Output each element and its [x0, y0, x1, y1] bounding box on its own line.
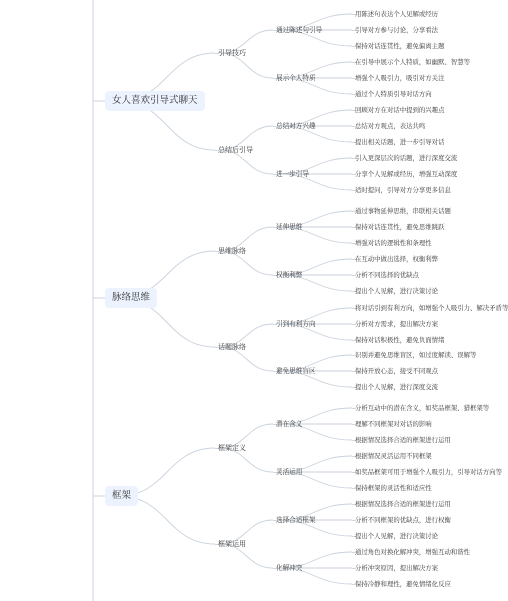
leaf-node: 分析冲突原因，提出解决方案 [355, 564, 439, 572]
topic-node: 框架 [105, 486, 138, 506]
sub-branch-node: 灵活运用 [276, 468, 303, 476]
leaf-node: 通过个人特质引导对话方向 [355, 90, 432, 98]
sub-branch-node: 化解冲突 [276, 564, 303, 572]
leaf-node: 识别并避免思维盲区，如过度解读、误解等 [355, 351, 477, 359]
sub-branch-node: 权衡利弊 [276, 271, 303, 279]
sub-branch-node: 引到有利方向 [276, 320, 316, 328]
leaf-node: 保持对话积极性，避免负面情绪 [355, 336, 445, 344]
leaf-node: 总结对方观点，表达共鸣 [355, 122, 426, 130]
leaf-node: 引导对方参与讨论，分享看法 [355, 26, 439, 34]
leaf-node: 分析不同框架的优缺点，进行权衡 [355, 516, 451, 524]
leaf-node: 根据情况选择合适的框架进行运用 [355, 500, 451, 508]
branch-node: 话题脉络 [218, 343, 246, 351]
leaf-node: 分析对方需求，提出解决方案 [355, 320, 439, 328]
leaf-node: 提出个人见解，进行决策讨论 [355, 532, 439, 540]
sub-branch-node: 选择合适框架 [276, 516, 316, 524]
branch-node: 思维脉络 [218, 247, 246, 255]
leaf-node: 保持开放心态，接受不同观点 [355, 367, 439, 375]
leaf-node: 将对话引到有利方向，如增强个人吸引力、解决矛盾等 [355, 304, 508, 312]
sub-branch-node: 展示个人特质 [276, 74, 316, 82]
topic-node: 女人喜欢引导式聊天 [105, 91, 205, 111]
sub-branch-node: 通过陈述句引导 [276, 26, 323, 34]
leaf-node: 根据情况灵活运用不同框架 [355, 452, 432, 460]
leaf-node: 理解不同框架对对话的影响 [355, 420, 432, 428]
sub-branch-node: 延伸思维 [276, 223, 303, 231]
leaf-node: 提出相关话题，进一步引导对话 [355, 138, 445, 146]
leaf-node: 适时提问，引导对方分享更多信息 [355, 186, 451, 194]
leaf-node: 通过事物延伸思维，串联相关话题 [355, 207, 451, 215]
leaf-node: 增强个人吸引力，吸引对方关注 [355, 74, 445, 82]
leaf-node: 分析互动中的潜在含义，如奖品框架、猎框架等 [355, 404, 490, 412]
leaf-node: 在引导中展示个人特质，如幽默、智慧等 [355, 58, 471, 66]
leaf-node: 增强对话的逻辑性和条理性 [355, 239, 432, 247]
leaf-node: 通过角色对换化解冲突，增强互动和谐性 [355, 548, 471, 556]
sub-branch-node: 潜在含义 [276, 420, 303, 428]
branch-node: 框架定义 [218, 444, 246, 452]
leaf-node: 如奖品框架可用于增强个人吸引力，引导对话方向等 [355, 468, 502, 476]
leaf-node: 根据情况选择合适的框架进行运用 [355, 436, 451, 444]
leaf-node: 分享个人见解或经历，增强互动深度 [355, 170, 458, 178]
leaf-node: 分析不同选择的优缺点 [355, 271, 419, 279]
branch-node: 总结后引导 [218, 146, 253, 154]
leaf-node: 用陈述句表达个人见解或经历 [355, 10, 439, 18]
leaf-node: 提出个人见解，进行决策讨论 [355, 287, 439, 295]
sub-branch-node: 总结对方兴趣 [276, 122, 316, 130]
leaf-node: 引入更深层次的话题，进行深度交流 [355, 154, 458, 162]
leaf-node: 保持框架的灵活性和适应性 [355, 484, 432, 492]
leaf-node: 保持冷静和理性，避免情绪化反应 [355, 580, 451, 588]
branch-node: 引导技巧 [218, 49, 246, 57]
leaf-node: 保持对话连贯性，避免偏离主题 [355, 42, 445, 50]
topic-node: 脉络思维 [105, 288, 157, 308]
sub-branch-node: 避免思维盲区 [276, 367, 316, 375]
leaf-node: 回顾对方在对话中提到的兴趣点 [355, 106, 445, 114]
leaf-node: 保持对话连贯性，避免思维跳跃 [355, 223, 445, 231]
leaf-node: 提出个人见解，进行深度交流 [355, 383, 439, 391]
sub-branch-node: 进一步引导 [276, 170, 309, 178]
branch-node: 框架运用 [218, 540, 246, 548]
leaf-node: 在互动中做出选择，权衡利弊 [355, 255, 439, 263]
